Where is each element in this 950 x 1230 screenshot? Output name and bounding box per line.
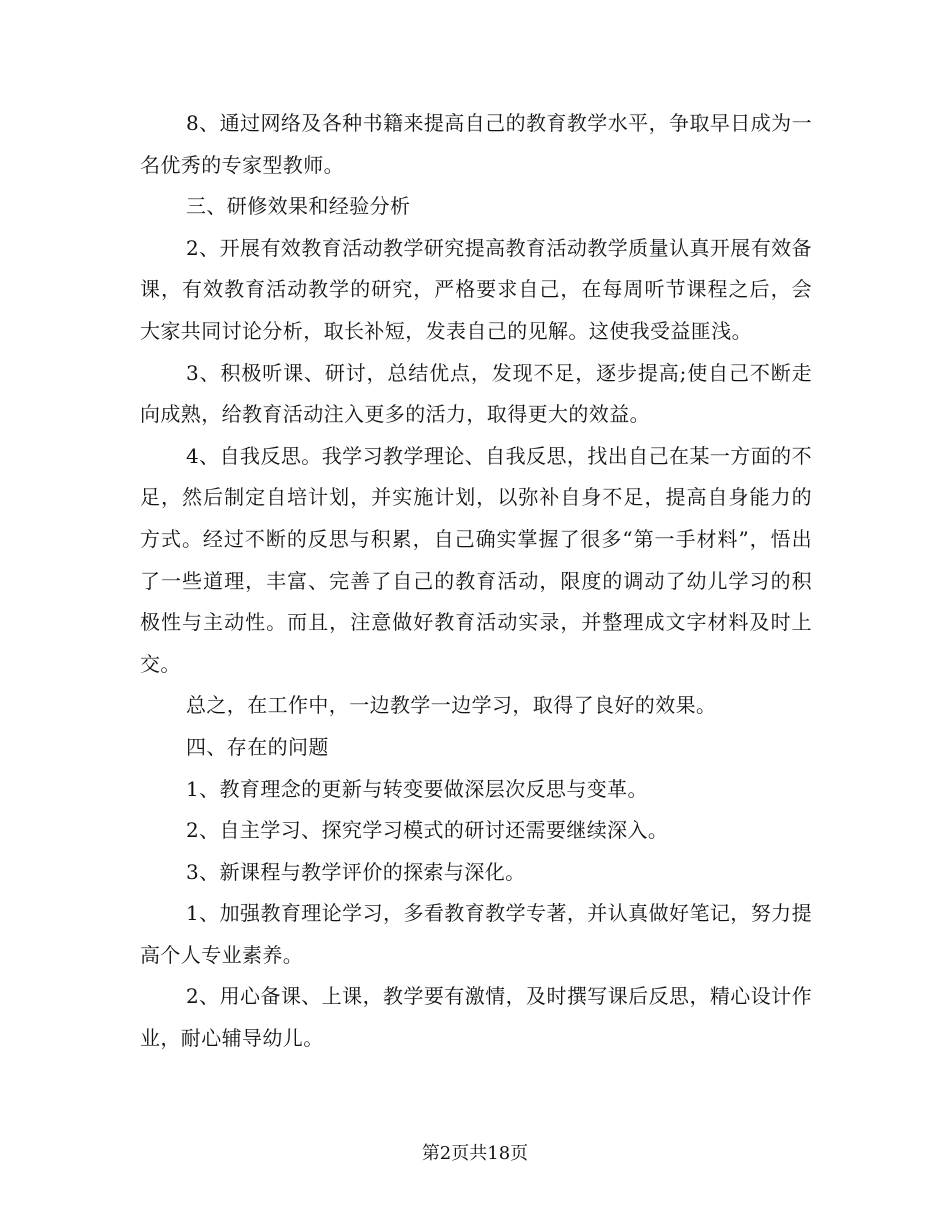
paragraph: 总之，在工作中，一边教学一边学习，取得了良好的效果。: [186, 693, 717, 718]
paragraph: 3、新课程与教学评价的探索与深化。: [186, 859, 526, 884]
section-heading: 四、存在的问题: [186, 734, 329, 759]
paragraph: 2、自主学习、探究学习模式的研讨还需要继续深入。: [186, 818, 669, 843]
paragraph: 1、加强教育理论学习，多看教育教学专著，并认真做好笔记，努力提高个人专业素养。: [140, 901, 812, 967]
paragraph: 4、自我反思。我学习教学理论、自我反思，找出自己在某一方面的不足，然后制定自培计划，并实施计划，以弥补自身不足，提高自身能力的方式。经过不断的反思与积累，自己确实掌握了很多“第一手材料”，悟出了一些道理，丰富、完善了自己的教育活动，限度的调动了幼儿学习的积极性与主动性。而且，注意做好教育活动实录，并整理成文字材料及时上交。: [140, 443, 812, 676]
paragraph: 3、积极听课、研讨，总结优点，发现不足，逐步提高;使自己不断走向成熟，给教育活动注入更多的活力，取得更大的效益。: [140, 360, 812, 427]
document-body: [140, 103, 812, 1060]
paragraph: 1、教育理念的更新与转变要做深层次反思与变革。: [186, 776, 648, 801]
section-heading: 三、研修效果和经验分析: [186, 194, 411, 219]
paragraph: 8、通过网络及各种书籍来提高自己的教育教学水平，争取早日成为一名优秀的专家型教师。: [140, 111, 812, 177]
page-number: 第2页共18页: [421, 1143, 529, 1164]
paragraph: 2、用心备课、上课，教学要有激情，及时撰写课后反思，精心设计作业，耐心辅导幼儿。: [140, 984, 812, 1051]
paragraph: 2、开展有效教育活动教学研究提高教育活动教学质量认真开展有效备课，有效教育活动教学的研究，严格要求自己，在每周听节课程之后，会大家共同讨论分析，取长补短，发表自己的见解。这使我受益匪浅。: [140, 235, 812, 343]
